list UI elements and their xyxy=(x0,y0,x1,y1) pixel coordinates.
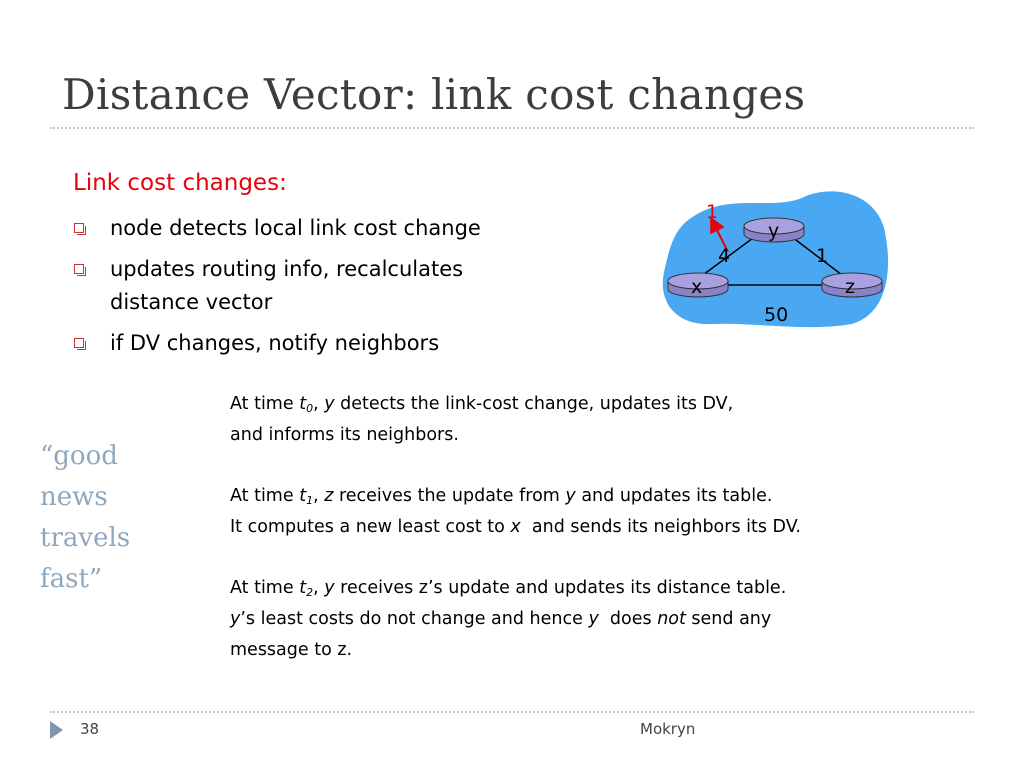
paragraph-t2: At time $t_2$, y receives z’s update and updates its distance table. y’s least costs do not change and hence y does not send any message to z. xyxy=(230,578,787,660)
cost-label-y-z: 1 xyxy=(816,245,829,267)
node-label-x: x xyxy=(691,276,703,298)
node-label-y: y xyxy=(768,220,780,242)
subheading: Link cost changes: xyxy=(73,170,287,196)
footer-author: Mokryn xyxy=(640,720,696,738)
router-x xyxy=(668,273,728,298)
router-y xyxy=(744,218,804,242)
play-arrow-icon xyxy=(50,721,63,739)
bullet-item: if DV changes, notify neighbors xyxy=(72,327,542,360)
bullet-box-icon xyxy=(74,264,84,274)
bullet-list xyxy=(72,212,542,368)
good-news-note: “good news travels fast” xyxy=(40,441,131,594)
title-divider xyxy=(50,127,974,129)
changed-cost-label: 1 xyxy=(706,201,719,223)
bullet-box-icon xyxy=(74,223,84,233)
cost-label-x-y: 4 xyxy=(718,245,731,267)
cost-label-x-z: 50 xyxy=(764,304,789,326)
bullet-item: node detects local link cost change xyxy=(72,212,542,245)
node-label-z: z xyxy=(845,276,855,298)
bullet-box-icon xyxy=(74,338,84,348)
footer-divider xyxy=(50,711,974,713)
paragraph-t0: At time $t_0$, y detects the link-cost change, updates its DV, and informs its neighbors. xyxy=(230,394,734,445)
page-number: 38 xyxy=(80,720,100,738)
slide-title: Distance Vector: link cost changes xyxy=(62,70,806,119)
router-z xyxy=(822,273,882,298)
network-diagram xyxy=(656,186,896,330)
bullet-item: updates routing info, recalculates distance vector xyxy=(72,253,542,319)
paragraph-t1: At time $t_1$, z receives the update from y and updates its table. It computes a new least cost to x and sends its neighbors its DV. xyxy=(230,486,801,537)
